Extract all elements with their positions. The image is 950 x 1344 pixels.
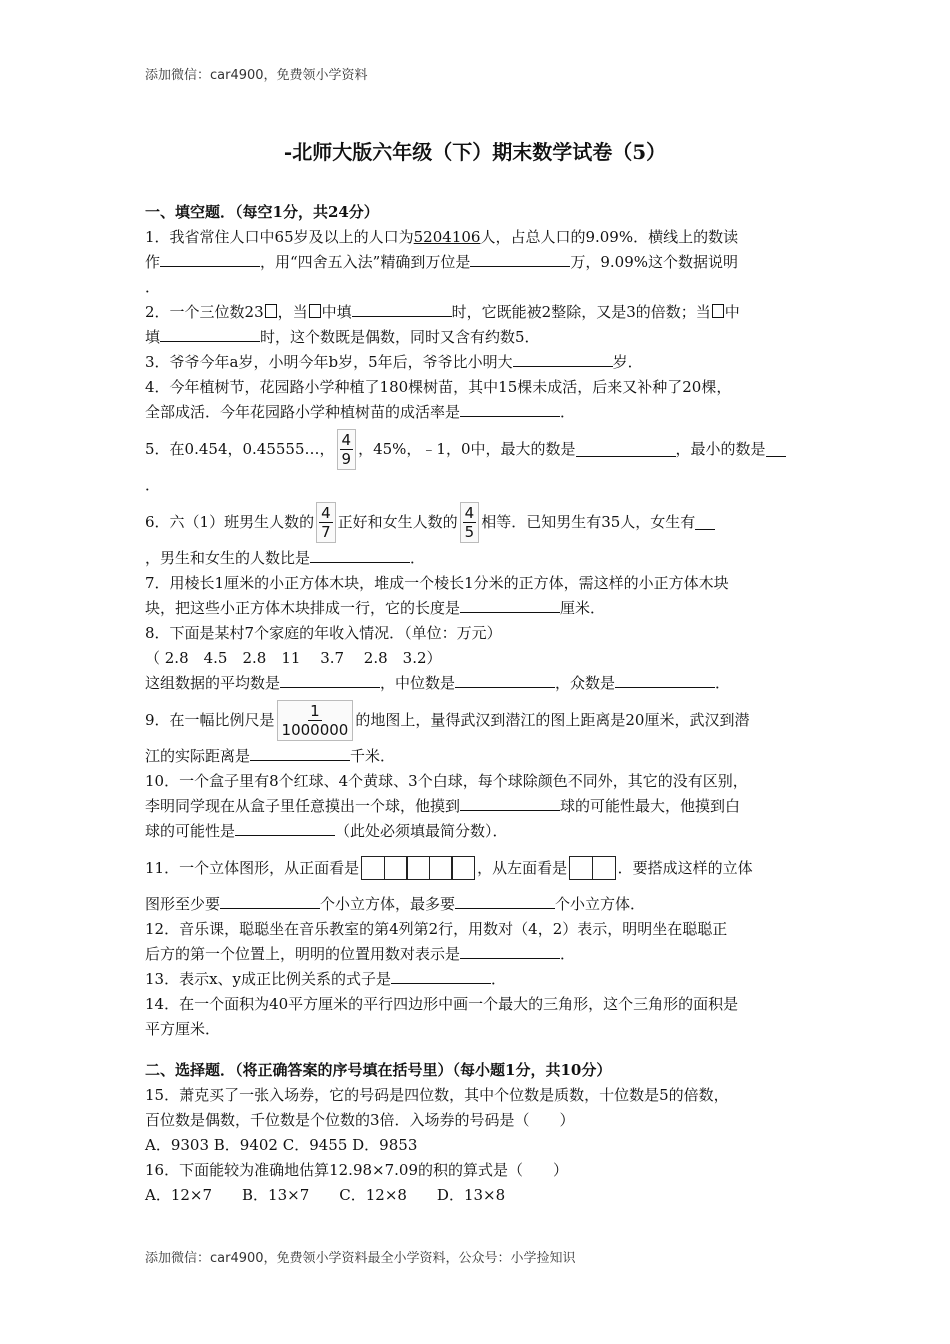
q4-blank-1[interactable]: [460, 401, 560, 417]
q8-blank-3[interactable]: [615, 672, 715, 688]
q11-line-2: [145, 892, 810, 917]
q2-line-1: [145, 300, 810, 325]
q12-text-a: 12．音乐课，聪聪坐在音乐教室的第4列第2行，用数对（4，2）表示，明明坐在聪聪正: [145, 920, 728, 938]
q13-blank-1[interactable]: [391, 968, 491, 984]
q8-line-3: [145, 671, 810, 696]
fraction-numerator: 4: [464, 503, 475, 522]
q14-text-a: 14．在一个面积为40平方厘米的平行四边形中画一个最大的三角形，这个三角形的面积是: [145, 995, 739, 1013]
view-cell: [429, 856, 453, 880]
q1-text-a: 1．我省常住人口中65岁及以上的人口为: [145, 228, 414, 246]
page-header: 添加微信：car4900，免费领小学资料: [145, 68, 368, 83]
q7-line-1: [145, 571, 810, 596]
q4-line-1: [145, 375, 810, 400]
q9-text-d: 千米．: [350, 747, 396, 765]
q5-blank-2[interactable]: [766, 441, 786, 457]
q15-line-1: [145, 1083, 810, 1108]
fraction-4-5: [460, 502, 480, 543]
q4-text-c: ．: [560, 403, 576, 421]
q6-text-e: ．: [410, 549, 426, 567]
q9-line-2: [145, 744, 810, 769]
q11-text-f: 个小立方体．: [555, 895, 646, 913]
q7-blank-1[interactable]: [460, 597, 560, 613]
q7-text-c: 厘米．: [560, 599, 606, 617]
q1-line-3: [145, 275, 810, 300]
q11-text-b: ，从左面看是: [477, 858, 568, 877]
square-box-icon: [309, 304, 321, 318]
q4-line-2: [145, 400, 810, 425]
q12-line-1: [145, 917, 810, 942]
fraction-4-7: [316, 502, 336, 543]
fraction-numerator: 4: [341, 430, 352, 449]
view-cell: [384, 856, 408, 880]
q10-text-d: 球的可能性是: [145, 822, 236, 840]
q5-line-1: [145, 425, 810, 473]
q5-text-c: ，最小的数是: [675, 439, 766, 458]
q6-text-b: 正好和女生人数的: [337, 512, 458, 531]
q5-text-d: ．: [145, 476, 161, 494]
q3-text-a: 3．爷爷今年a岁，小明今年b岁，5年后，爷爷比小明大: [145, 353, 513, 371]
q5-line-2: [145, 473, 810, 498]
q9-text-a: 9．在一幅比例尺是: [145, 710, 275, 729]
fraction-4-9: [337, 429, 357, 470]
q6-blank-1[interactable]: [695, 514, 715, 530]
q8-blank-2[interactable]: [455, 672, 555, 688]
section-gap: [145, 1042, 810, 1058]
q10-line-1: [145, 769, 810, 794]
fraction-denominator: 5: [464, 522, 475, 541]
q9-text-b: 的地图上，量得武汉到潜江的图上距离是20厘米，武汉到潜: [355, 710, 750, 729]
q15-line-2: [145, 1108, 810, 1133]
q1-line-2: [145, 250, 810, 275]
q15-text-a: 15．萧克买了一张入场券，它的号码是四位数，其中个位数是质数，十位数是5的倍数，: [145, 1086, 729, 1104]
q12-line-2: [145, 942, 810, 967]
q2-line-2: [145, 325, 810, 350]
q4-text-a: 4．今年植树节，花园路小学种植了180棵树苗，其中15棵未成活，后来又补种了20棵，: [145, 378, 732, 396]
q15-options-text: A．9303 B．9402 C．9455 D．9853: [145, 1136, 418, 1154]
q7-line-2: [145, 596, 810, 621]
q12-text-b: 后方的第一个位置上，明明的位置用数对表示是: [145, 945, 461, 963]
view-cell: [592, 856, 616, 880]
q10-text-b: 李明同学现在从盒子里任意摸出一个球，他摸到: [145, 797, 461, 815]
q7-text-a: 7．用棱长1厘米的小正方体木块，堆成一个棱长1分米的正方体，需这样的小正方体木块: [145, 574, 729, 592]
q9-blank-1[interactable]: [250, 745, 350, 761]
q3-text-b: 岁．: [612, 353, 643, 371]
q15-options: [145, 1133, 810, 1158]
q10-text-a: 10．一个盒子里有8个红球、4个黄球、3个白球，每个球除颜色不同外，其它的没有区别，: [145, 772, 748, 790]
q8-text-b: 这组数据的平均数是: [145, 674, 281, 692]
q12-blank-1[interactable]: [460, 943, 560, 959]
q2-text-f: 填: [145, 328, 161, 346]
q5-blank-1[interactable]: [576, 441, 676, 457]
q8-data-line: [145, 646, 810, 671]
exam-content: [145, 200, 810, 1208]
q8-text-e: ．: [715, 674, 731, 692]
q16-options-text: A．12×7 B．13×7 C．12×8 D．13×8: [145, 1186, 506, 1204]
q1-blank-2[interactable]: [470, 251, 570, 267]
q11-blank-2[interactable]: [455, 893, 555, 909]
q1-text-c: 作: [145, 253, 161, 271]
q11-text-d: 图形至少要: [145, 895, 221, 913]
q2-blank-1[interactable]: [352, 301, 452, 317]
q5-text-a: 5．在0.454，0.45555…，: [145, 439, 335, 458]
q5-text-b: ，45%，﹣1，0中，最大的数是: [358, 439, 576, 458]
q16-line-1: [145, 1158, 810, 1183]
q2-text-b: ，当: [277, 303, 308, 321]
q2-blank-2[interactable]: [160, 326, 260, 342]
q9-line-1: [145, 696, 810, 744]
q8-text-c: ，中位数是: [380, 674, 456, 692]
square-box-icon: [712, 304, 724, 318]
q10-line-3: [145, 819, 810, 844]
section-1-title: 一、填空题．（每空1分，共24分）: [145, 203, 379, 221]
fraction-denominator: 7: [321, 522, 331, 541]
q8-data: （ 2.8 4.5 2.8 11 3.7 2.8 3.2）: [145, 649, 442, 667]
q1-blank-1[interactable]: [160, 251, 260, 267]
front-view-grid: [361, 856, 475, 880]
section-2-title: 二、选择题．（将正确答案的序号填在括号里）（每小题1分，共10分）: [145, 1061, 612, 1079]
q8-blank-1[interactable]: [280, 672, 380, 688]
q14-text-b: 平方厘米．: [145, 1020, 221, 1038]
q11-text-e: 个小立方体，最多要: [320, 895, 456, 913]
view-cell: [451, 856, 475, 880]
q11-text-c: ．要搭成这样的立体: [617, 858, 753, 877]
fraction-denominator: 9: [341, 449, 352, 468]
q3-blank-1[interactable]: [513, 351, 613, 367]
fraction-denominator: 1000000: [281, 720, 349, 739]
page-footer: 添加微信：car4900，免费领小学资料最全小学资料，公众号：小学捡知识: [145, 1251, 576, 1266]
q4-text-b: 全部成活．今年花园路小学种植树苗的成活率是: [145, 403, 461, 421]
q11-text-a: 11．一个立体图形，从正面看是: [145, 858, 360, 877]
q12-text-c: ．: [560, 945, 576, 963]
q14-line-1: [145, 992, 810, 1017]
q7-text-b: 块，把这些小正方体木块排成一行，它的长度是: [145, 599, 461, 617]
q1-line-1: [145, 225, 810, 250]
fraction-numerator: 1: [310, 701, 320, 720]
q10-text-e: （此处必须填最简分数）．: [335, 822, 508, 840]
q2-text-d: 时，它既能被2整除，又是3的倍数；当: [451, 303, 711, 321]
q10-line-2: [145, 794, 810, 819]
fraction-numerator: 4: [321, 503, 331, 522]
q13-text-b: ．: [491, 970, 507, 988]
q8-line-1: [145, 621, 810, 646]
q10-text-c: 球的可能性最大，他摸到白: [560, 797, 741, 815]
q6-text-d: ，男生和女生的人数比是: [145, 549, 311, 567]
q6-line-1: [145, 498, 810, 546]
q14-line-2: [145, 1017, 810, 1042]
q9-text-c: 江的实际距离是: [145, 747, 251, 765]
view-cell: [569, 856, 593, 880]
q3-line-1: [145, 350, 810, 375]
q6-blank-2[interactable]: [310, 547, 410, 563]
q1-text-f: ．: [145, 278, 161, 296]
q2-text-g: 时，这个数既是偶数，同时又含有约数5．: [260, 328, 540, 346]
q2-text-a: 2．一个三位数23: [145, 303, 264, 321]
q13-line-1: [145, 967, 810, 992]
q15-text-b: 百位数是偶数，千位数是个位数的3倍．入场券的号码是（ ）: [145, 1111, 575, 1129]
q8-text-a: 8．下面是某村7个家庭的年收入情况．（单位：万元）: [145, 624, 502, 642]
q16-options: [145, 1183, 810, 1208]
q10-blank-1[interactable]: [460, 795, 560, 811]
q2-text-e: 中: [724, 303, 740, 321]
q6-text-a: 6．六（1）班男生人数的: [145, 512, 315, 531]
q1-text-d: ，用“四舍五入法”精确到万位是: [260, 253, 471, 271]
q13-text-a: 13．表示x、y成正比例关系的式子是: [145, 970, 392, 988]
page-title: -北师大版六年级（下）期末数学试卷（5）: [283, 140, 667, 164]
q1-text-b: 人，占总人口的9.09%．横线上的数读: [480, 228, 739, 246]
square-box-icon: [265, 304, 277, 318]
q1-text-e: 万，9.09%这个数据说明: [570, 253, 739, 271]
q10-blank-2[interactable]: [235, 820, 335, 836]
q8-text-d: ，众数是: [555, 674, 616, 692]
q6-text-c: 相等．已知男生有35人，女生有: [481, 512, 696, 531]
q6-line-2: [145, 546, 810, 571]
q11-line-1: [145, 844, 810, 892]
view-cell: [361, 856, 385, 880]
q2-text-c: 中填: [321, 303, 352, 321]
view-cell: [406, 856, 430, 880]
q16-text-a: 16．下面能较为准确地估算12.98×7.09的积的算式是（ ）: [145, 1161, 568, 1179]
q11-blank-1[interactable]: [220, 893, 320, 909]
q1-number: 5204106: [413, 228, 481, 246]
left-view-grid: [569, 856, 616, 880]
fraction-scale: [277, 700, 354, 741]
